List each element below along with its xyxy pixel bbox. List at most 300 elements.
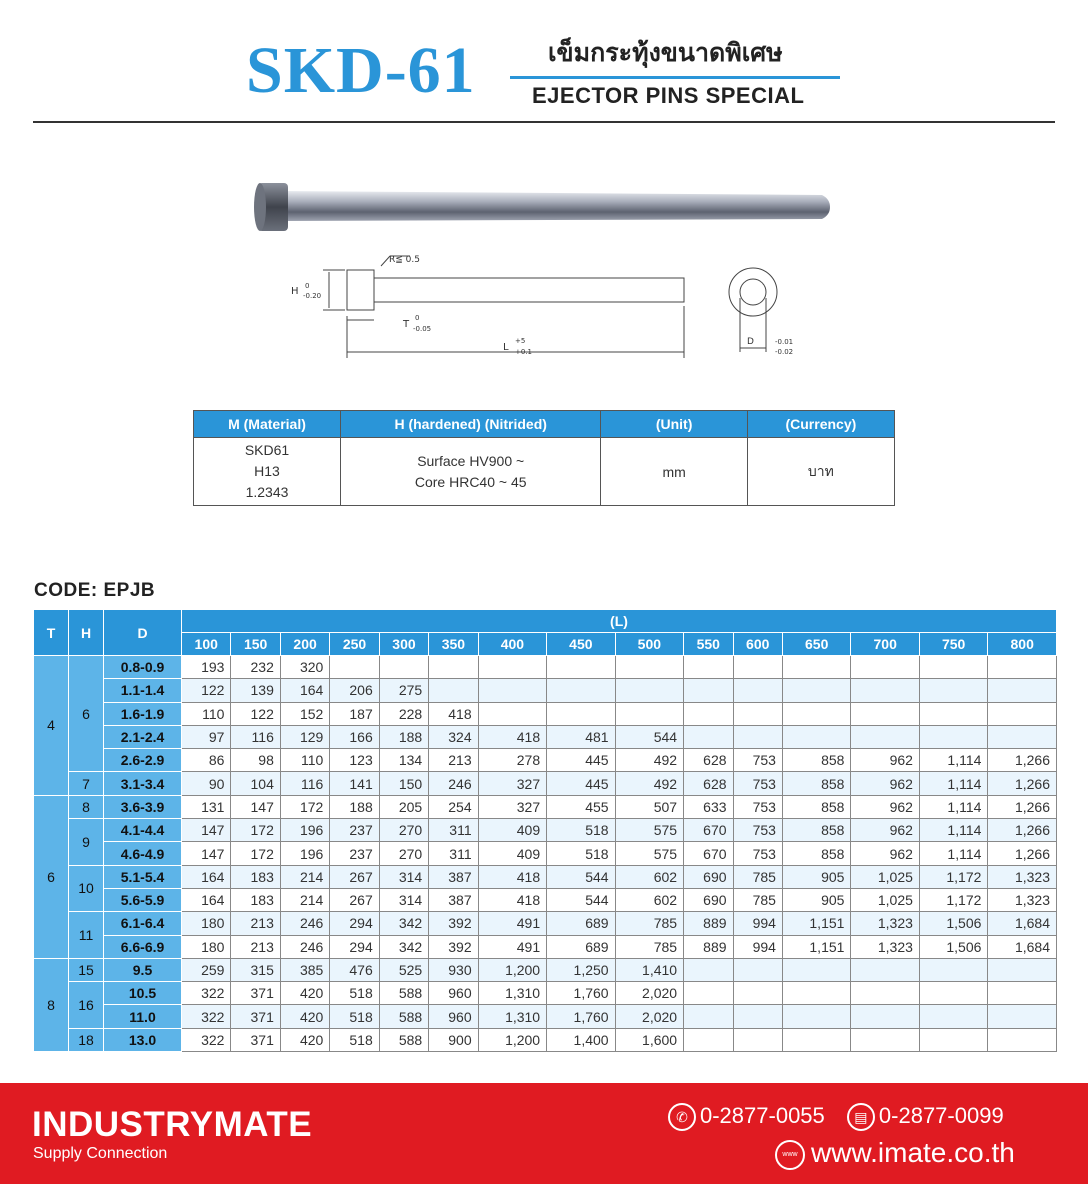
d-column-header: D (104, 610, 182, 656)
price-cell: 214 (280, 888, 329, 911)
currency-header: (Currency) (747, 411, 894, 438)
price-cell: 785 (615, 935, 683, 958)
price-cell: 278 (478, 749, 546, 772)
price-cell (429, 679, 478, 702)
price-cell: 1,410 (615, 958, 683, 981)
price-cell: 1,114 (919, 795, 987, 818)
price-cell: 518 (547, 819, 615, 842)
price-cell: 180 (182, 912, 231, 935)
diameter-range: 1.1-1.4 (104, 679, 182, 702)
price-cell: 104 (231, 772, 280, 795)
product-code-label: CODE: EPJB (34, 580, 156, 601)
price-cell: 1,266 (988, 749, 1057, 772)
table-row (34, 795, 1057, 818)
price-cell: 420 (280, 982, 329, 1005)
price-cell: 122 (182, 679, 231, 702)
price-cell: 491 (478, 912, 546, 935)
price-cell: 518 (547, 842, 615, 865)
price-cell (684, 982, 733, 1005)
price-cell: 588 (379, 1005, 428, 1028)
unit-header: (Unit) (601, 411, 747, 438)
price-cell: 1,323 (851, 935, 919, 958)
price-cell: 507 (615, 795, 683, 818)
price-cell (478, 702, 546, 725)
price-cell (919, 1005, 987, 1028)
price-cell: 110 (280, 749, 329, 772)
price-cell: 418 (478, 725, 546, 748)
price-cell: 1,114 (919, 749, 987, 772)
web-icon: www (775, 1140, 805, 1170)
h-value: 16 (69, 982, 104, 1029)
table-row (34, 1005, 1057, 1028)
table-row (34, 749, 1057, 772)
phone-number: 0-2877-0055 (700, 1103, 825, 1128)
price-cell: 491 (478, 935, 546, 958)
price-cell (919, 958, 987, 981)
h-column-header: H (69, 610, 104, 656)
price-cell: 97 (182, 725, 231, 748)
price-cell (782, 1005, 850, 1028)
price-cell: 1,310 (478, 982, 546, 1005)
price-cell: 193 (182, 656, 231, 679)
h-value: 11 (69, 912, 104, 959)
price-cell: 492 (615, 749, 683, 772)
price-cell: 962 (851, 842, 919, 865)
price-cell: 905 (782, 888, 850, 911)
t-value: 8 (34, 958, 69, 1051)
price-cell: 445 (547, 772, 615, 795)
price-cell: 753 (733, 772, 782, 795)
price-cell: 172 (231, 819, 280, 842)
price-cell: 164 (182, 888, 231, 911)
price-cell: 187 (330, 702, 379, 725)
material-name: H13 (254, 463, 280, 479)
price-cell: 1,266 (988, 842, 1057, 865)
price-cell: 544 (547, 865, 615, 888)
price-cell: 858 (782, 795, 850, 818)
price-cell (919, 725, 987, 748)
price-cell: 129 (280, 725, 329, 748)
price-cell: 123 (330, 749, 379, 772)
d-tol-top: -0.01 (775, 338, 794, 346)
price-cell: 141 (330, 772, 379, 795)
price-cell (988, 679, 1057, 702)
price-cell: 322 (182, 1005, 231, 1028)
price-cell (919, 702, 987, 725)
price-cell: 324 (429, 725, 478, 748)
price-cell (429, 656, 478, 679)
price-cell: 164 (280, 679, 329, 702)
price-cell: 110 (182, 702, 231, 725)
length-header: 400 (478, 633, 546, 656)
diameter-range: 2.1-2.4 (104, 725, 182, 748)
price-cell: 1,266 (988, 772, 1057, 795)
price-cell: 1,760 (547, 1005, 615, 1028)
price-cell: 371 (231, 1005, 280, 1028)
price-cell: 518 (330, 1005, 379, 1028)
l-tol-bottom: +0.1 (515, 348, 532, 356)
price-cell: 1,400 (547, 1028, 615, 1051)
t-label: T (403, 319, 410, 330)
price-cell: 116 (280, 772, 329, 795)
price-cell (851, 679, 919, 702)
price-cell: 1,760 (547, 982, 615, 1005)
price-cell: 98 (231, 749, 280, 772)
price-cell (851, 958, 919, 981)
price-cell: 213 (231, 912, 280, 935)
price-cell: 180 (182, 935, 231, 958)
model-title: SKD-61 (246, 34, 476, 107)
price-cell: 196 (280, 819, 329, 842)
price-cell: 588 (379, 982, 428, 1005)
price-cell: 237 (330, 819, 379, 842)
length-header: 500 (615, 633, 683, 656)
price-cell: 152 (280, 702, 329, 725)
price-cell: 1,684 (988, 935, 1057, 958)
price-cell: 213 (231, 935, 280, 958)
length-header: 800 (988, 633, 1057, 656)
price-cell (782, 1028, 850, 1051)
price-cell: 183 (231, 865, 280, 888)
diameter-range: 3.6-3.9 (104, 795, 182, 818)
price-cell: 602 (615, 865, 683, 888)
price-cell: 418 (429, 702, 478, 725)
price-cell (684, 656, 733, 679)
length-header: 650 (782, 633, 850, 656)
price-cell (988, 725, 1057, 748)
price-cell: 342 (379, 912, 428, 935)
price-cell: 116 (231, 725, 280, 748)
price-cell: 188 (330, 795, 379, 818)
price-cell: 518 (330, 1028, 379, 1051)
price-cell: 753 (733, 842, 782, 865)
length-header: 200 (280, 633, 329, 656)
price-cell (684, 702, 733, 725)
price-cell: 294 (330, 912, 379, 935)
price-cell (330, 656, 379, 679)
price-cell (851, 656, 919, 679)
price-cell: 1,172 (919, 865, 987, 888)
price-cell (851, 702, 919, 725)
price-cell: 90 (182, 772, 231, 795)
price-cell (988, 656, 1057, 679)
diameter-range: 4.1-4.4 (104, 819, 182, 842)
price-cell: 392 (429, 912, 478, 935)
price-cell (684, 679, 733, 702)
price-cell: 1,250 (547, 958, 615, 981)
length-header: 600 (733, 633, 782, 656)
price-cell: 270 (379, 819, 428, 842)
price-cell: 994 (733, 935, 782, 958)
h-value: 9 (69, 819, 104, 866)
price-cell: 314 (379, 865, 428, 888)
price-cell (988, 1005, 1057, 1028)
price-cell: 753 (733, 749, 782, 772)
price-cell: 147 (182, 819, 231, 842)
price-cell: 1,200 (478, 1028, 546, 1051)
price-cell (733, 1028, 782, 1051)
price-cell: 1,025 (851, 888, 919, 911)
price-cell: 905 (782, 865, 850, 888)
price-cell: 371 (231, 1028, 280, 1051)
price-cell (615, 656, 683, 679)
price-cell: 418 (478, 888, 546, 911)
length-header: 550 (684, 633, 733, 656)
phone-contact[interactable] (668, 1103, 825, 1131)
price-cell: 418 (478, 865, 546, 888)
price-cell: 1,200 (478, 958, 546, 981)
price-cell: 753 (733, 819, 782, 842)
diameter-range: 6.6-6.9 (104, 935, 182, 958)
price-cell: 858 (782, 819, 850, 842)
price-cell: 633 (684, 795, 733, 818)
price-cell: 420 (280, 1028, 329, 1051)
length-header: 350 (429, 633, 478, 656)
price-cell: 214 (280, 865, 329, 888)
price-cell: 131 (182, 795, 231, 818)
t-tol-bottom: -0.05 (413, 325, 432, 333)
h-label: H (291, 286, 299, 297)
fax-contact[interactable] (847, 1103, 1004, 1131)
hardness-core: Core HRC40 ~ 45 (414, 473, 527, 490)
h-value: 10 (69, 865, 104, 912)
price-cell (733, 702, 782, 725)
price-cell (733, 679, 782, 702)
price-cell: 139 (231, 679, 280, 702)
price-cell (782, 958, 850, 981)
table-row (34, 772, 1057, 795)
price-cell (919, 1028, 987, 1051)
price-cell: 1,172 (919, 888, 987, 911)
english-title: EJECTOR PINS SPECIAL (532, 83, 805, 108)
table-row (34, 1028, 1057, 1051)
price-cell: 628 (684, 772, 733, 795)
price-cell: 392 (429, 935, 478, 958)
price-cell: 322 (182, 1028, 231, 1051)
h-value: 6 (69, 656, 104, 772)
radius-label: R≦ 0.5 (389, 255, 420, 265)
diameter-range: 6.1-6.4 (104, 912, 182, 935)
price-cell: 962 (851, 819, 919, 842)
t-column-header: T (34, 610, 69, 656)
price-cell (478, 656, 546, 679)
price-cell: 445 (547, 749, 615, 772)
price-cell: 385 (280, 958, 329, 981)
price-cell: 147 (182, 842, 231, 865)
price-cell (733, 982, 782, 1005)
t-value: 4 (34, 656, 69, 796)
price-cell: 188 (379, 725, 428, 748)
price-cell: 1,323 (851, 912, 919, 935)
hardness-surface: Surface HV900 ~ (417, 452, 525, 469)
hardness-cell (340, 438, 600, 506)
table-row (34, 679, 1057, 702)
price-cell (988, 982, 1057, 1005)
price-cell (782, 982, 850, 1005)
unit-value: mm (601, 438, 747, 506)
price-cell: 387 (429, 865, 478, 888)
price-cell: 275 (379, 679, 428, 702)
price-cell (684, 1005, 733, 1028)
thai-title: เข็มกระทุ้งขนาดพิเศษ (548, 38, 783, 67)
price-cell: 670 (684, 819, 733, 842)
price-cell: 147 (231, 795, 280, 818)
price-cell: 246 (280, 912, 329, 935)
table-row (34, 958, 1057, 981)
currency-value: บาท (747, 438, 894, 506)
price-cell: 387 (429, 888, 478, 911)
price-cell: 228 (379, 702, 428, 725)
table-row (34, 865, 1057, 888)
length-header: 100 (182, 633, 231, 656)
diameter-range: 5.6-5.9 (104, 888, 182, 911)
price-cell: 575 (615, 819, 683, 842)
price-cell: 1,506 (919, 935, 987, 958)
price-cell (379, 656, 428, 679)
price-cell: 670 (684, 842, 733, 865)
price-cell (684, 725, 733, 748)
material-cell (194, 438, 341, 506)
price-cell: 166 (330, 725, 379, 748)
price-cell: 1,684 (988, 912, 1057, 935)
material-name: SKD61 (244, 442, 290, 458)
table-row (34, 912, 1057, 935)
length-header: 450 (547, 633, 615, 656)
price-cell: 481 (547, 725, 615, 748)
price-cell: 254 (429, 795, 478, 818)
price-cell (478, 679, 546, 702)
t-value: 6 (34, 795, 69, 958)
price-cell: 690 (684, 888, 733, 911)
price-cell (988, 1028, 1057, 1051)
website-link[interactable] (775, 1137, 1015, 1170)
price-cell: 1,151 (782, 935, 850, 958)
price-cell (733, 958, 782, 981)
contact-info (668, 1103, 1020, 1131)
price-cell: 2,020 (615, 982, 683, 1005)
price-cell: 259 (182, 958, 231, 981)
price-cell: 753 (733, 795, 782, 818)
fax-number: 0-2877-0099 (878, 1103, 1004, 1128)
length-header: 150 (231, 633, 280, 656)
h-value: 18 (69, 1028, 104, 1051)
price-cell (615, 702, 683, 725)
price-cell: 183 (231, 888, 280, 911)
l-label: L (503, 342, 509, 353)
price-cell: 858 (782, 772, 850, 795)
price-cell: 205 (379, 795, 428, 818)
d-tol-bottom: -0.02 (775, 348, 794, 356)
price-cell: 311 (429, 842, 478, 865)
price-cell: 1,323 (988, 865, 1057, 888)
h-tol-bottom: -0.20 (303, 292, 322, 300)
price-table (33, 609, 1057, 1052)
price-cell: 322 (182, 982, 231, 1005)
material-name: 1.2343 (245, 484, 289, 500)
price-cell: 150 (379, 772, 428, 795)
price-cell: 994 (733, 912, 782, 935)
price-cell: 785 (733, 865, 782, 888)
price-cell: 1,310 (478, 1005, 546, 1028)
hardness-header: H (hardened) (Nitrided) (340, 411, 600, 438)
l-tol-top: +5 (515, 337, 526, 345)
price-cell: 960 (429, 1005, 478, 1028)
price-cell (988, 958, 1057, 981)
price-cell: 962 (851, 749, 919, 772)
price-cell: 2,020 (615, 1005, 683, 1028)
price-cell: 1,114 (919, 842, 987, 865)
length-header: 300 (379, 633, 428, 656)
price-cell: 294 (330, 935, 379, 958)
price-cell: 962 (851, 795, 919, 818)
price-cell: 270 (379, 842, 428, 865)
technical-drawing (285, 248, 805, 368)
price-cell (988, 702, 1057, 725)
price-cell: 1,600 (615, 1028, 683, 1051)
price-cell: 962 (851, 772, 919, 795)
price-cell: 1,506 (919, 912, 987, 935)
price-cell: 518 (330, 982, 379, 1005)
price-cell: 785 (615, 912, 683, 935)
diameter-range: 2.6-2.9 (104, 749, 182, 772)
price-cell: 689 (547, 935, 615, 958)
price-cell: 409 (478, 819, 546, 842)
brand-tagline: Supply Connection (33, 1145, 168, 1162)
price-cell: 371 (231, 982, 280, 1005)
price-cell: 409 (478, 842, 546, 865)
price-cell: 544 (547, 888, 615, 911)
price-cell (733, 1005, 782, 1028)
diameter-range: 5.1-5.4 (104, 865, 182, 888)
diameter-range: 10.5 (104, 982, 182, 1005)
price-cell: 492 (615, 772, 683, 795)
material-header: M (Material) (194, 411, 341, 438)
h-value: 15 (69, 958, 104, 981)
price-cell: 889 (684, 935, 733, 958)
price-cell: 134 (379, 749, 428, 772)
t-tol-top: 0 (415, 314, 420, 322)
price-cell (851, 1005, 919, 1028)
title-underline (510, 76, 840, 79)
length-group-header: (L) (182, 610, 1057, 633)
price-cell: 342 (379, 935, 428, 958)
price-cell: 900 (429, 1028, 478, 1051)
price-cell: 213 (429, 749, 478, 772)
diameter-range: 3.1-3.4 (104, 772, 182, 795)
price-cell: 246 (280, 935, 329, 958)
price-cell: 628 (684, 749, 733, 772)
price-cell: 960 (429, 982, 478, 1005)
length-header: 750 (919, 633, 987, 656)
fax-icon: ▤ (847, 1103, 875, 1131)
phone-icon: ✆ (668, 1103, 696, 1131)
diameter-range: 1.6-1.9 (104, 702, 182, 725)
price-cell (851, 1028, 919, 1051)
h-tol-top: 0 (305, 282, 310, 290)
price-cell (782, 656, 850, 679)
price-cell: 858 (782, 749, 850, 772)
price-cell (782, 702, 850, 725)
header-divider (33, 121, 1055, 123)
table-row (34, 888, 1057, 911)
price-cell: 267 (330, 888, 379, 911)
price-cell: 164 (182, 865, 231, 888)
price-cell: 206 (330, 679, 379, 702)
price-cell: 525 (379, 958, 428, 981)
price-cell (851, 725, 919, 748)
price-cell: 196 (280, 842, 329, 865)
brand-name: INDUSTRYMATE (32, 1105, 313, 1144)
